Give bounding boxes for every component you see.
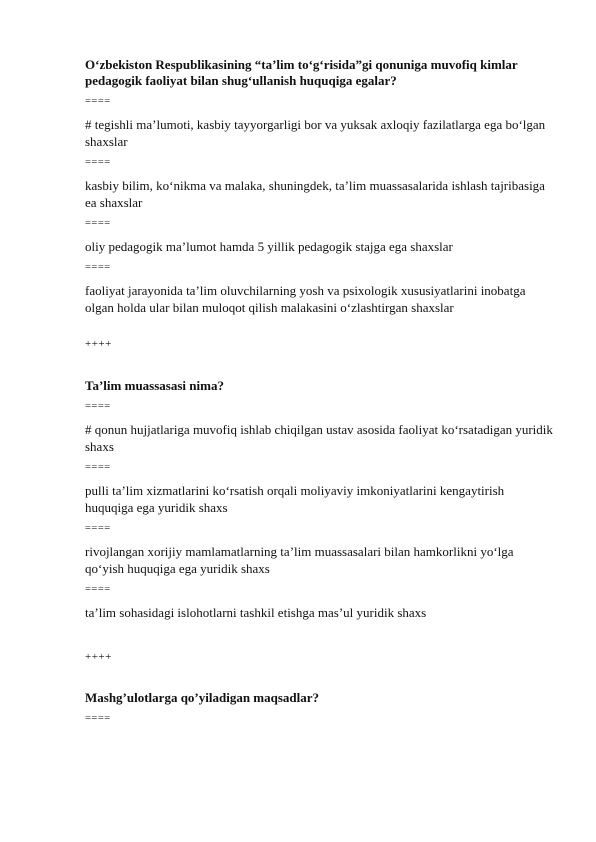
separator: ==== [85, 157, 111, 168]
separator: ==== [85, 96, 111, 107]
separator: ==== [85, 262, 111, 273]
answer-option: rivojlangan xorijiy mamlamatlarning ta’lim muassasalari bilan hamkorlikni yo‘lga qo‘yish huquqiga ega yuridik shaxs [85, 544, 514, 576]
answer-option: # qonun hujjatlariga muvofiq ishlab chiqilgan ustav asosida faoliyat ko‘rsatadigan yuridik shaxs [85, 422, 553, 454]
answer-option: oliy pedagogik ma’lumot hamda 5 yillik pedagogik stajga ega shaxslar [85, 239, 453, 254]
separator: ==== [85, 401, 111, 412]
document-page [85, 57, 555, 733]
separator: ==== [85, 218, 111, 229]
question-block-3 [85, 690, 555, 725]
question-block-2 [85, 378, 555, 663]
end-marker: ++++ [85, 651, 112, 663]
answer-option: kasbiy bilim, ko‘nikma va malaka, shuningdek, ta’lim muassasalarida ishlash tajribasiga ea shaxslar [85, 178, 545, 210]
question-title: Ta’lim muassasasi nima? [85, 378, 224, 393]
answer-option: faoliyat jarayonida ta’lim oluvchilarning yosh va psixologik xususiyatlarini inobatga olgan holda ular bilan muloqot qilish malakasini o‘zlashtirgan shaxslar [85, 283, 526, 315]
separator: ==== [85, 713, 111, 724]
answer-option: ta’lim sohasidagi islohotlarni tashkil etishga mas’ul yuridik shaxs [85, 605, 427, 620]
question-block-1 [85, 57, 555, 350]
separator: ==== [85, 584, 111, 595]
question-title: Mashg’ulotlarga qo’yiladigan maqsadlar? [85, 690, 320, 705]
answer-option: # tegishli ma’lumoti, kasbiy tayyorgarligi bor va yuksak axloqiy fazilatlarga ega bo‘lgan shaxslar [85, 117, 546, 149]
separator: ==== [85, 523, 111, 534]
separator: ==== [85, 462, 111, 473]
question-title: O‘zbekiston Respublikasining “ta’lim to‘g‘risida”gi qonuniga muvofiq kimlar pedagogik faoliyat bilan shug‘ullanish huquqiga egalar? [85, 57, 518, 88]
answer-option: pulli ta’lim xizmatlarini ko‘rsatish orqali moliyaviy imkoniyatlarini kengaytirish huquqiga ega yuridik shaxs [85, 483, 505, 515]
end-marker: ++++ [85, 338, 112, 350]
